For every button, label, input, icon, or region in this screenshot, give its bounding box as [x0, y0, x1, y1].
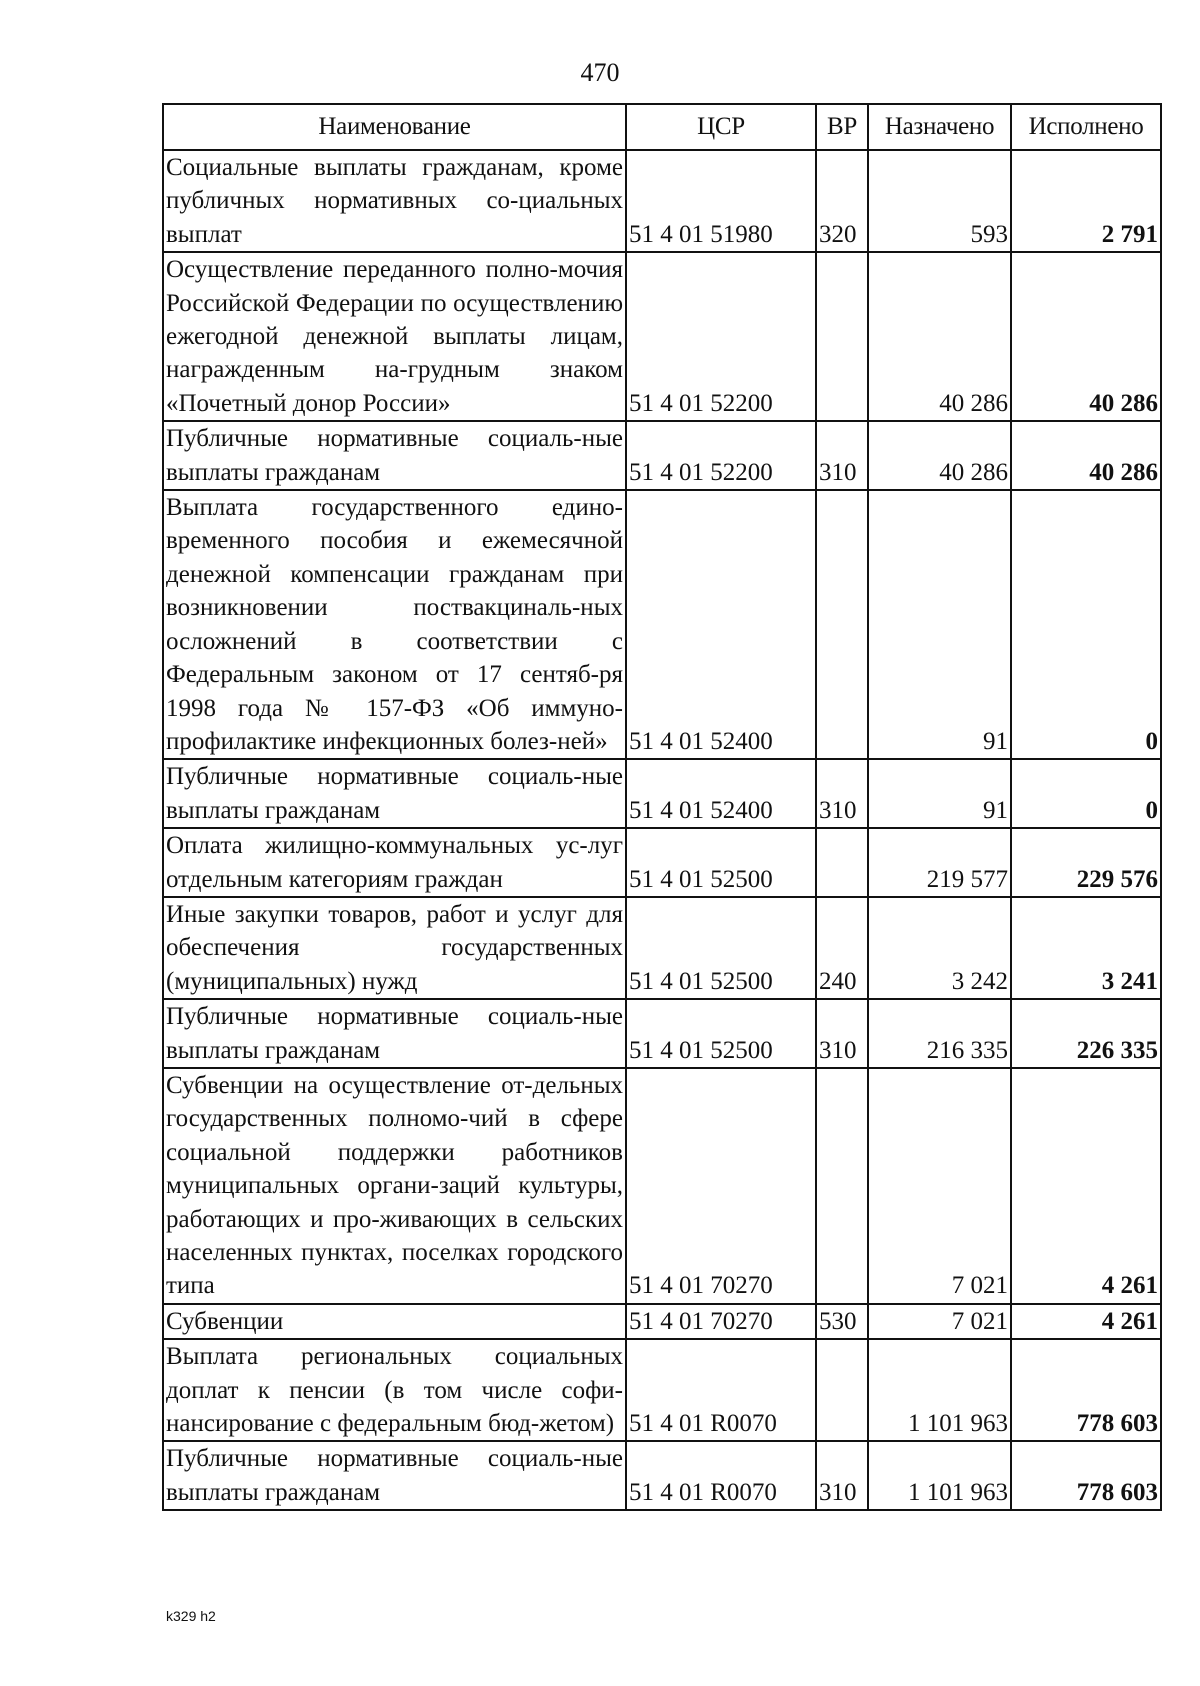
cell-assigned: 91 [868, 490, 1011, 759]
table-row [163, 490, 1161, 759]
footer-code: k329 h2 [166, 1608, 216, 1624]
cell-executed: 2 791 [1011, 150, 1161, 252]
cell-name: Публичные нормативные социаль-ные выплаты гражданам [163, 421, 626, 490]
cell-assigned: 40 286 [868, 252, 1011, 421]
cell-name: Субвенции на осуществление от-дельных государственных полномо-чий в сфере социальной поддержки работников муниципальных органи-заций культуры, работающих и про-живающих в сельских населенных пунктах, поселках городского типа [163, 1068, 626, 1304]
cell-executed: 3 241 [1011, 897, 1161, 999]
cell-name: Социальные выплаты гражданам, кроме публичных нормативных со-циальных выплат [163, 150, 626, 252]
cell-csr: 51 4 01 52200 [626, 252, 816, 421]
cell-csr: 51 4 01 52500 [626, 828, 816, 897]
table-row [163, 759, 1161, 828]
cell-assigned: 40 286 [868, 421, 1011, 490]
cell-assigned: 1 101 963 [868, 1441, 1011, 1510]
cell-executed: 40 286 [1011, 421, 1161, 490]
cell-vr: 320 [816, 150, 868, 252]
table-row [163, 897, 1161, 999]
cell-vr: 310 [816, 1441, 868, 1510]
cell-executed: 226 335 [1011, 999, 1161, 1068]
cell-vr: 310 [816, 759, 868, 828]
cell-csr: 51 4 01 70270 [626, 1304, 816, 1339]
cell-assigned: 1 101 963 [868, 1339, 1011, 1441]
cell-assigned: 7 021 [868, 1068, 1011, 1304]
budget-table [162, 103, 1162, 1511]
header-name: Наименование [163, 104, 626, 150]
table-row [163, 999, 1161, 1068]
cell-name: Выплата государственного едино-временного пособия и ежемесячной денежной компенсации гражданам при возникновении поствакциналь-ных осложнений в соответствии с Федеральным законом от 17 сентяб-ря 1998 года № 157-ФЗ «Об иммуно-профилактике инфекционных болез-ней» [163, 490, 626, 759]
table-row [163, 421, 1161, 490]
cell-executed: 0 [1011, 490, 1161, 759]
cell-vr [816, 1339, 868, 1441]
cell-csr: 51 4 01 70270 [626, 1068, 816, 1304]
table-row [163, 828, 1161, 897]
table-body [163, 150, 1161, 1510]
cell-vr: 530 [816, 1304, 868, 1339]
cell-name: Осуществление переданного полно-мочия Российской Федерации по осуществлению ежегодной денежной выплаты лицам, награжденным на-грудным знаком «Почетный донор России» [163, 252, 626, 421]
cell-vr [816, 252, 868, 421]
cell-vr: 240 [816, 897, 868, 999]
cell-vr [816, 490, 868, 759]
cell-csr: 51 4 01 R0070 [626, 1339, 816, 1441]
table-row [163, 1068, 1161, 1304]
table-row [163, 150, 1161, 252]
cell-name: Публичные нормативные социаль-ные выплаты гражданам [163, 999, 626, 1068]
cell-executed: 0 [1011, 759, 1161, 828]
header-executed: Исполнено [1011, 104, 1161, 150]
header-csr: ЦСР [626, 104, 816, 150]
cell-vr: 310 [816, 999, 868, 1068]
cell-name: Выплата региональных социальных доплат к пенсии (в том числе софи-нансирование с федеральным бюд-жетом) [163, 1339, 626, 1441]
table-header-row [163, 104, 1161, 150]
cell-executed: 40 286 [1011, 252, 1161, 421]
page-number: 470 [580, 58, 620, 87]
cell-executed: 778 603 [1011, 1339, 1161, 1441]
table-row [163, 1339, 1161, 1441]
cell-assigned: 219 577 [868, 828, 1011, 897]
cell-vr [816, 1068, 868, 1304]
cell-assigned: 7 021 [868, 1304, 1011, 1339]
cell-assigned: 216 335 [868, 999, 1011, 1068]
cell-assigned: 593 [868, 150, 1011, 252]
cell-executed: 4 261 [1011, 1304, 1161, 1339]
table-row [163, 1441, 1161, 1510]
cell-csr: 51 4 01 52500 [626, 897, 816, 999]
cell-csr: 51 4 01 52200 [626, 421, 816, 490]
cell-csr: 51 4 01 52400 [626, 759, 816, 828]
cell-executed: 229 576 [1011, 828, 1161, 897]
header-vr: ВР [816, 104, 868, 150]
cell-csr: 51 4 01 52400 [626, 490, 816, 759]
cell-vr [816, 828, 868, 897]
cell-executed: 778 603 [1011, 1441, 1161, 1510]
cell-name: Субвенции [163, 1304, 626, 1339]
cell-csr: 51 4 01 R0070 [626, 1441, 816, 1510]
header-assigned: Назначено [868, 104, 1011, 150]
cell-assigned: 91 [868, 759, 1011, 828]
cell-csr: 51 4 01 51980 [626, 150, 816, 252]
cell-vr: 310 [816, 421, 868, 490]
cell-name: Иные закупки товаров, работ и услуг для обеспечения государственных (муниципальных) нужд [163, 897, 626, 999]
table-row [163, 252, 1161, 421]
cell-csr: 51 4 01 52500 [626, 999, 816, 1068]
cell-name: Публичные нормативные социаль-ные выплаты гражданам [163, 1441, 626, 1510]
cell-name: Оплата жилищно-коммунальных ус-луг отдельным категориям граждан [163, 828, 626, 897]
table-row [163, 1304, 1161, 1339]
cell-name: Публичные нормативные социаль-ные выплаты гражданам [163, 759, 626, 828]
cell-assigned: 3 242 [868, 897, 1011, 999]
cell-executed: 4 261 [1011, 1068, 1161, 1304]
